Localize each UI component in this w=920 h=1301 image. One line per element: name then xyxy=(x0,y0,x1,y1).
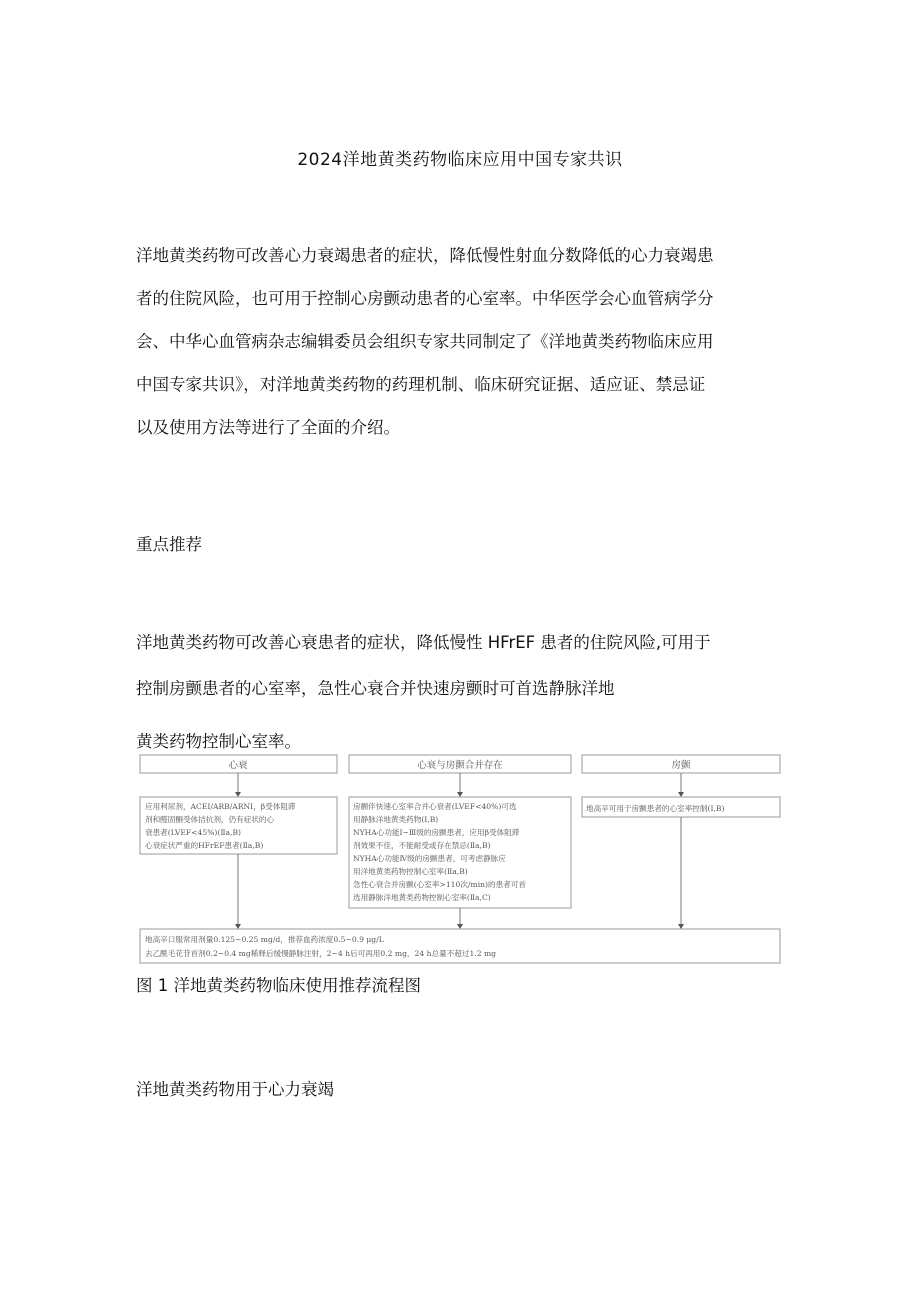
figure-caption: 图 1 洋地黄类药物临床使用推荐流程图 xyxy=(136,976,421,995)
section-heading-heart-failure: 洋地黄类药物用于心力衰竭 xyxy=(136,1080,334,1099)
recommendation-line: 洋地黄类药物可改善心衰患者的症状，降低慢性 HFrEF 患者的住院风险,可用于 xyxy=(136,633,711,652)
box2-line: 用静脉洋地黄类药物(Ⅰ,B) xyxy=(353,815,439,824)
box2-line: 选用静脉洋地黄类药物控制心室率(Ⅱa,C) xyxy=(353,893,491,902)
box2-line: 用洋地黄类药物控制心室率(Ⅱa,B) xyxy=(353,867,468,876)
header-hf-af: 心衰与房颤合并存在 xyxy=(417,760,503,771)
header-af: 房颤 xyxy=(671,760,691,771)
intro-paragraph xyxy=(136,234,792,449)
document-title: 2024洋地黄类药物临床应用中国专家共识 xyxy=(297,150,623,170)
box2-line: NYHA心功能Ⅳ级的房颤患者，可考虑静脉应 xyxy=(353,854,506,863)
intro-line: 以及使用方法等进行了全面的介绍。 xyxy=(136,418,400,437)
box1-line: 衰患者(LVEF<45%)(Ⅱa,B) xyxy=(145,828,241,837)
box1-line: 心衰症状严重的HFrEF患者(Ⅱa,B) xyxy=(145,841,264,850)
box3-text: 地高辛可用于房颤患者的心室率控制(Ⅰ,B) xyxy=(586,804,725,813)
section-heading-key-recommendations: 重点推荐 xyxy=(136,535,202,554)
intro-line: 中国专家共识》，对洋地黄类药物的药理机制、临床研究证据、适应证、禁忌证 xyxy=(136,375,706,394)
content-box-hf-af xyxy=(349,797,571,908)
box1-line: 剂和醛固酮受体拮抗剂，仍有症状的心 xyxy=(145,815,275,824)
box2-line: 急性心衰合并房颤(心室率>110次/min)的患者可首 xyxy=(353,880,526,889)
flowchart-figure xyxy=(136,752,786,968)
recommendation-line-tail: 黄类药物控制心室率。 xyxy=(136,732,301,751)
header-heart-failure: 心衰 xyxy=(228,760,248,771)
box2-line: 剂效果不佳，不能耐受或存在禁忌(Ⅱa,B) xyxy=(353,841,491,850)
recommendation-line: 控制房颤患者的心室率，急性心衰合并快速房颤时可首选静脉洋地 xyxy=(136,679,615,698)
dosing-line: 地高辛口服常用剂量0.125~0.25 mg/d，推荐血药浓度0.5~0.9 μg/L xyxy=(145,935,384,944)
box2-line: 房颤伴快速心室率合并心衰者(LVEF<40%)可选 xyxy=(353,802,517,811)
box2-line: NYHA心功能Ⅰ~Ⅲ级的房颤患者，应用β受体阻滞 xyxy=(353,828,520,837)
intro-line: 者的住院风险，也可用于控制心房颤动患者的心室率。中华医学会心血管病学分 xyxy=(136,289,714,308)
intro-line: 会、中华心血管病杂志编辑委员会组织专家共同制定了《洋地黄类药物临床应用 xyxy=(136,332,714,351)
box1-line: 应用利尿剂，ACEI/ARB/ARNI，β受体阻滞 xyxy=(145,802,296,811)
recommendation-paragraph xyxy=(136,620,792,712)
intro-line: 洋地黄类药物可改善心力衰竭患者的症状，降低慢性射血分数降低的心力衰竭患 xyxy=(136,246,714,265)
dosing-line: 去乙酰毛花苷首剂0.2~0.4 mg稀释后缓慢静脉注射，2~4 h后可再用0.2 mg，24 h总量不超过1.2 mg xyxy=(145,949,497,958)
